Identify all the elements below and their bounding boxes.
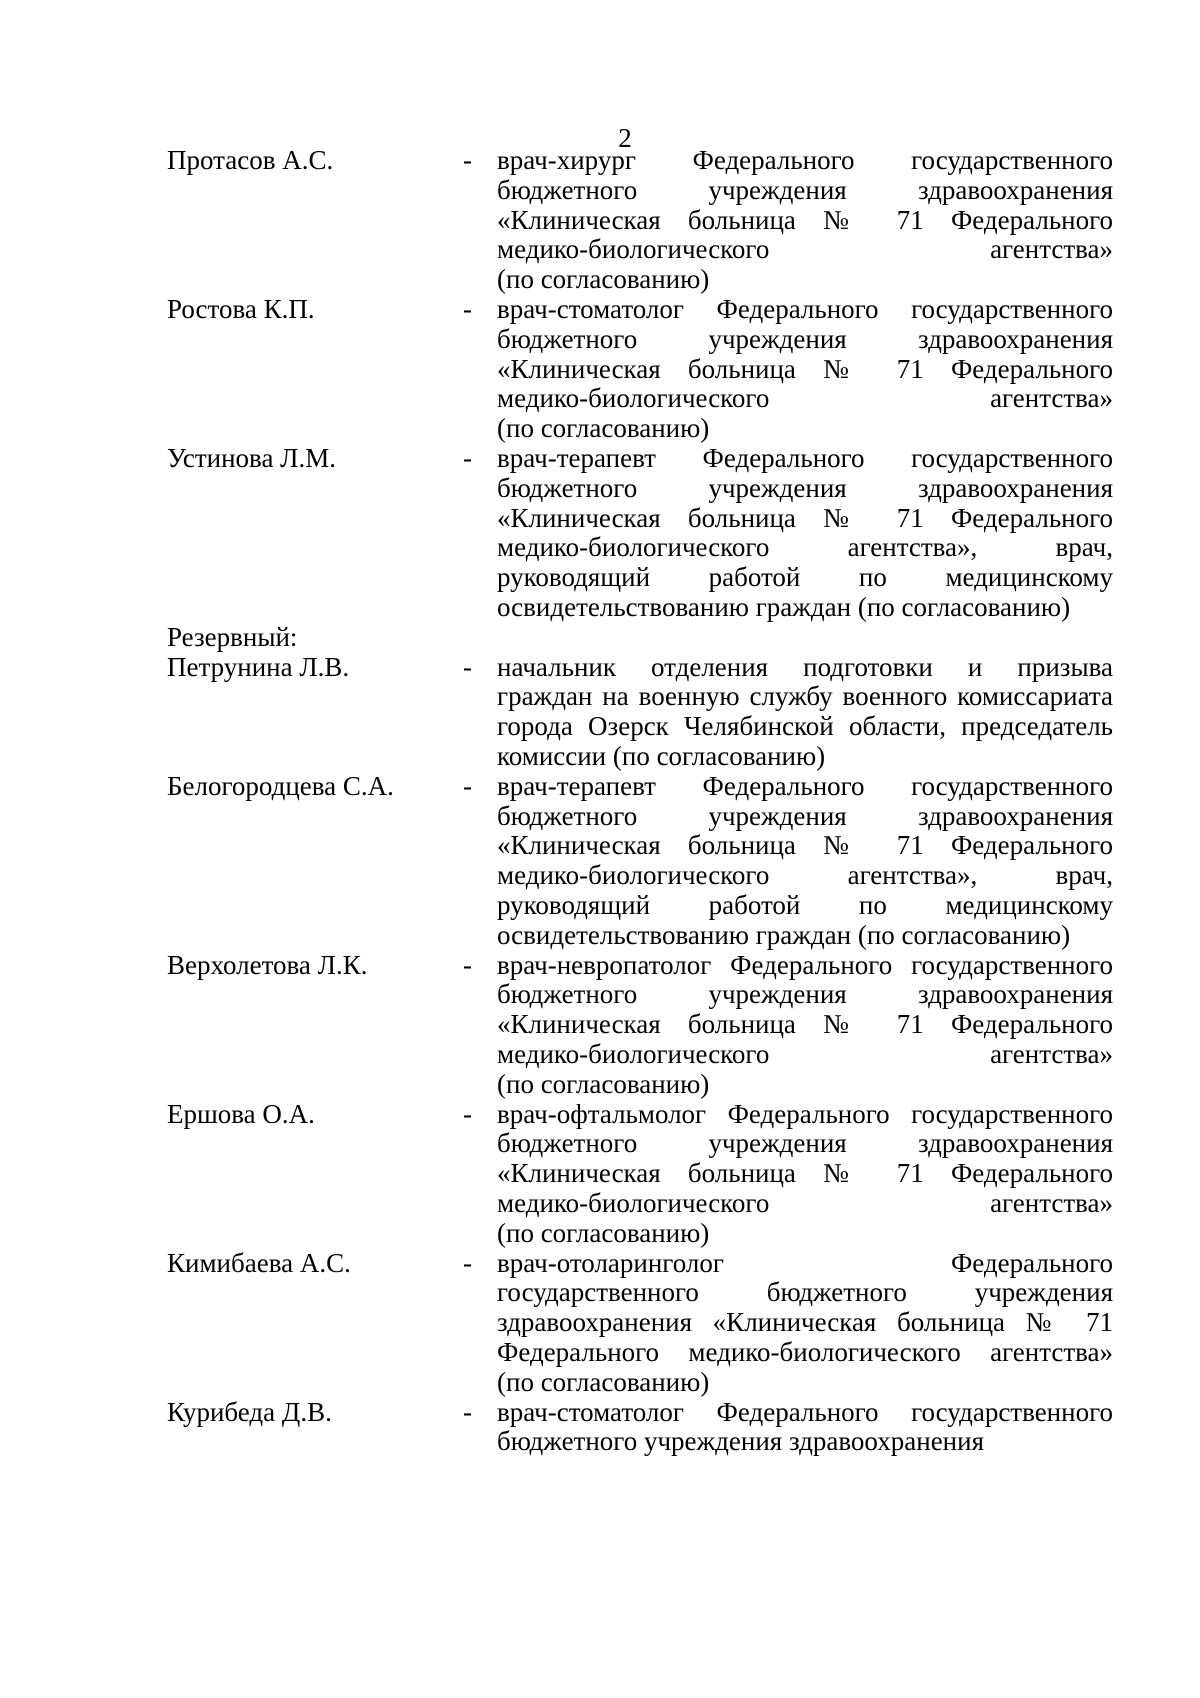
member-name: Верхолетова Л.К.: [167, 949, 368, 980]
member-position-line: бюджетного учреждения здравоохранения: [497, 979, 1113, 1010]
member-name: Ершова О.А.: [167, 1098, 315, 1129]
member-position-line: (по согласованию): [497, 1366, 710, 1397]
member-dash: -: [463, 770, 472, 801]
member-name: Петрунина Л.В.: [167, 651, 350, 682]
reserve-section-label: Резервный:: [167, 621, 298, 652]
member-position-line: «Клиническая больница № 71 Федерального: [497, 830, 1113, 861]
member-position-line: Федерального медико-биологического агентства»: [497, 1336, 1113, 1367]
member-position-line: (по согласованию): [497, 1217, 710, 1248]
member-name: Кимибаева А.С.: [167, 1247, 351, 1278]
member-position-line: «Клиническая больница № 71 Федерального: [497, 1009, 1113, 1040]
member-position-line: (по согласованию): [497, 264, 710, 295]
member-position-line: медико-биологического агентства»: [497, 1187, 1113, 1218]
member-dash: -: [463, 443, 472, 473]
member-position-line: государственного бюджетного учреждения: [497, 1277, 1113, 1308]
member-position-line: медико-биологического агентства», врач,: [497, 532, 1113, 563]
member-name: Белогородцева С.А.: [167, 770, 394, 801]
member-position-line: медико-биологического агентства»: [497, 234, 1113, 265]
member-position-line: врач-отоларинголог Федерального: [497, 1247, 1113, 1278]
member-position-line: освидетельствованию граждан (по согласованию): [497, 919, 1071, 950]
member-dash: -: [463, 1247, 472, 1278]
member-position-line: руководящий работой по медицинскому: [497, 562, 1113, 593]
member-position-line: медико-биологического агентства»: [497, 383, 1113, 414]
member-position-line: (по согласованию): [497, 413, 710, 444]
member-position-line: города Озерск Челябинской области, председатель: [497, 711, 1113, 742]
member-position-line: «Клиническая больница № 71 Федерального: [497, 502, 1113, 533]
member-position-line: бюджетного учреждения здравоохранения: [497, 1128, 1113, 1159]
member-position-line: бюджетного учреждения здравоохранения: [497, 1426, 984, 1457]
member-position-line: врач-хирург Федерального государственного: [497, 145, 1113, 175]
member-position-line: комиссии (по согласованию): [497, 740, 826, 771]
member-position-line: врач-терапевт Федерального государственного: [497, 443, 1113, 473]
member-position-line: начальник отделения подготовки и призыва: [497, 651, 1113, 682]
member-name: Курибеда Д.В.: [167, 1396, 332, 1427]
member-position-line: врач-невропатолог Федерального государственного: [497, 949, 1113, 980]
member-dash: -: [463, 1396, 472, 1427]
member-dash: -: [463, 651, 472, 682]
member-dash: -: [463, 1098, 472, 1129]
member-position-line: руководящий работой по медицинскому: [497, 889, 1113, 920]
member-name: Устинова Л.М.: [167, 443, 337, 473]
member-position-line: медико-биологического агентства», врач,: [497, 860, 1113, 891]
member-position-line: медико-биологического агентства»: [497, 1038, 1113, 1069]
member-position-line: освидетельствованию граждан (по согласованию): [497, 592, 1071, 622]
member-position-line: врач-стоматолог Федерального государственного: [497, 294, 1113, 324]
member-position-line: бюджетного учреждения здравоохранения: [497, 800, 1113, 831]
member-position-line: граждан на военную службу военного комиссариата: [497, 681, 1113, 712]
member-position-line: врач-стоматолог Федерального государственного: [497, 1396, 1113, 1427]
member-position-line: здравоохранения «Клиническая больница № 71: [497, 1307, 1113, 1338]
member-dash: -: [463, 949, 472, 980]
member-position-line: бюджетного учреждения здравоохранения: [497, 472, 1113, 503]
member-position-line: «Клиническая больница № 71 Федерального: [497, 353, 1113, 384]
member-name: Ростова К.П.: [167, 294, 315, 324]
member-position-line: «Клиническая больница № 71 Федерального: [497, 1158, 1113, 1189]
member-dash: -: [463, 294, 472, 324]
member-position-line: бюджетного учреждения здравоохранения: [497, 323, 1113, 354]
member-dash: -: [463, 145, 472, 175]
member-position-line: бюджетного учреждения здравоохранения: [497, 174, 1113, 205]
member-position-line: «Клиническая больница № 71 Федерального: [497, 204, 1113, 235]
member-name: Протасов А.С.: [167, 145, 334, 175]
member-position-line: (по согласованию): [497, 1068, 710, 1099]
member-position-line: врач-терапевт Федерального государственного: [497, 770, 1113, 801]
member-position-line: врач-офтальмолог Федерального государственного: [497, 1098, 1113, 1129]
page-number: 2: [618, 123, 632, 153]
